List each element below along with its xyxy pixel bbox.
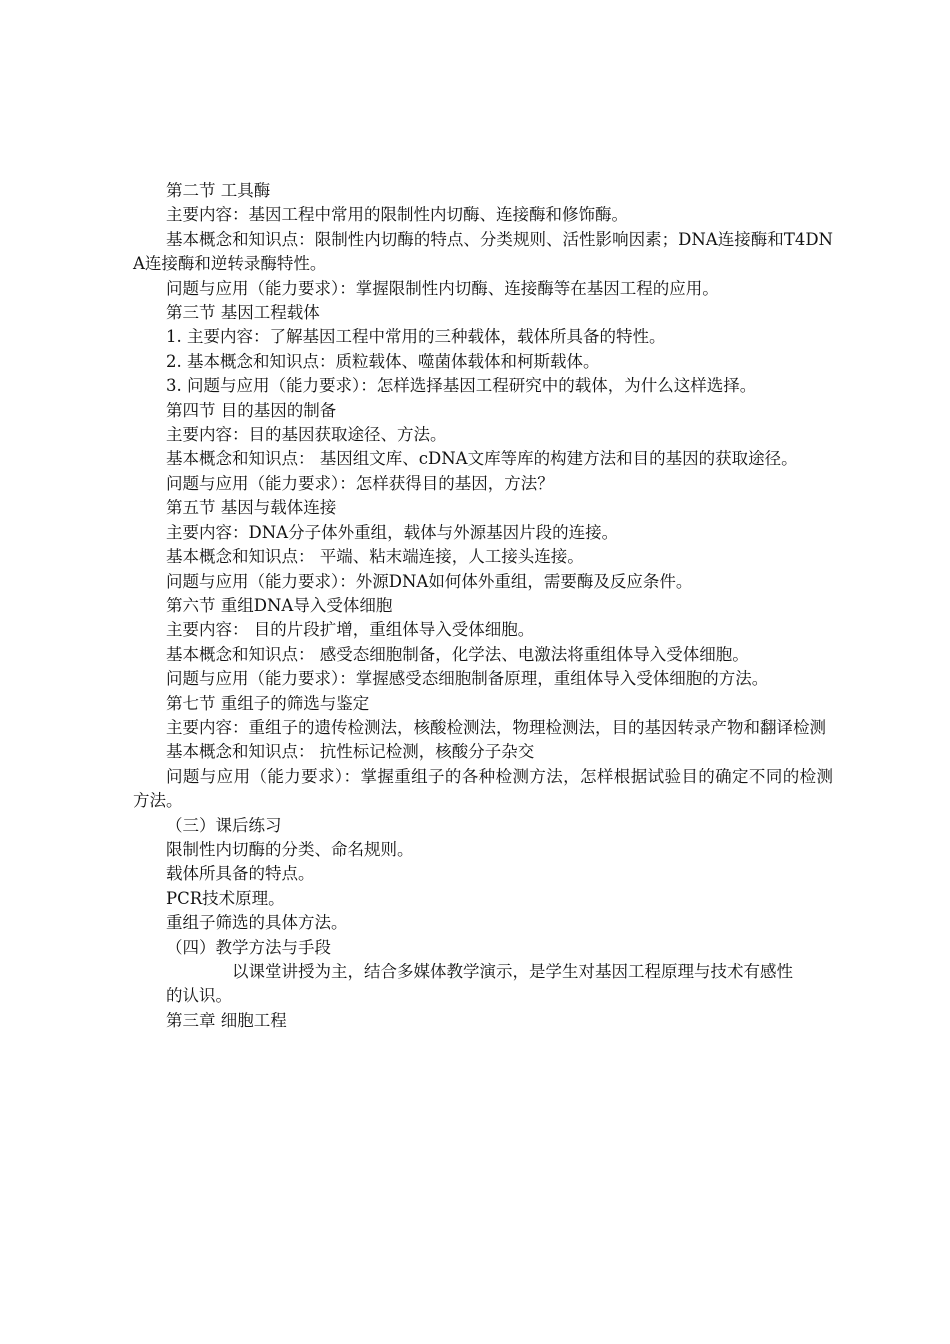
subsection-heading: （三）课后练习 (166, 815, 282, 835)
paragraph: 基本概念和知识点： 基因组文库、cDNA文库等库的构建方法和目的基因的获取途径。 (166, 449, 798, 469)
chapter-heading: 第三章 细胞工程 (166, 1010, 287, 1030)
paragraph: 基本概念和知识点： 抗性标记检测，核酸分子杂交 (166, 742, 535, 762)
paragraph: 问题与应用（能力要求）：怎样获得目的基因，方法？ (166, 473, 554, 493)
list-item: 重组子筛选的具体方法。 (166, 913, 348, 933)
list-item: 限制性内切酶的分类、命名规则。 (166, 839, 414, 859)
paragraph: 问题与应用（能力要求）：外源DNA如何体外重组，需要酶及反应条件。 (166, 571, 693, 591)
section-heading: 第四节 目的基因的制备 (166, 400, 337, 420)
paragraph: 主要内容： 目的片段扩增，重组体导入受体细胞。 (166, 620, 535, 640)
paragraph: 主要内容：DNA分子体外重组，载体与外源基因片段的连接。 (166, 522, 619, 542)
paragraph: 1. 主要内容：了解基因工程中常用的三种载体，载体所具备的特性。 (166, 327, 666, 347)
section-heading: 第五节 基因与载体连接 (166, 498, 337, 518)
paragraph: 问题与应用（能力要求）：掌握重组子的各种检测方法，怎样根据试验目的确定不同的检测方法。 (133, 766, 833, 811)
paragraph-continuation: 的认识。 (166, 986, 232, 1006)
paragraph: 基本概念和知识点： 感受态细胞制备，化学法、电激法将重组体导入受体细胞。 (166, 644, 749, 664)
paragraph: 基本概念和知识点： 平端、粘末端连接，人工接头连接。 (166, 547, 584, 567)
subsection-heading: （四）教学方法与手段 (166, 937, 331, 957)
paragraph: 主要内容：目的基因获取途径、方法。 (166, 425, 447, 445)
paragraph: 2. 基本概念和知识点：质粒载体、噬菌体载体和柯斯载体。 (166, 351, 600, 371)
paragraph: 问题与应用（能力要求）：掌握感受态细胞制备原理，重组体导入受体细胞的方法。 (166, 669, 769, 689)
list-item: 载体所具备的特点。 (166, 864, 315, 884)
document-body (133, 179, 833, 1033)
paragraph: 基本概念和知识点：限制性内切酶的特点、分类规则、活性影响因素；DNA连接酶和T4DNA连接酶和逆转录酶特性。 (133, 229, 833, 274)
paragraph: 3. 问题与应用（能力要求）：怎样选择基因工程研究中的载体，为什么这样选择。 (166, 376, 757, 396)
paragraph: 主要内容：基因工程中常用的限制性内切酶、连接酶和修饰酶。 (166, 205, 628, 225)
section-heading: 第七节 重组子的筛选与鉴定 (166, 693, 370, 713)
section-heading: 第三节 基因工程载体 (166, 303, 320, 323)
section-heading: 第六节 重组DNA导入受体细胞 (166, 595, 393, 615)
paragraph: 以课堂讲授为主，结合多媒体教学演示，是学生对基因工程原理与技术有感性 (232, 962, 793, 981)
paragraph: 主要内容：重组子的遗传检测法，核酸检测法，物理检测法，目的基因转录产物和翻译检测 (166, 717, 826, 737)
list-item: PCR技术原理。 (166, 888, 285, 908)
section-heading: 第二节 工具酶 (166, 181, 271, 200)
paragraph: 问题与应用（能力要求）：掌握限制性内切酶、连接酶等在基因工程的应用。 (166, 278, 719, 298)
